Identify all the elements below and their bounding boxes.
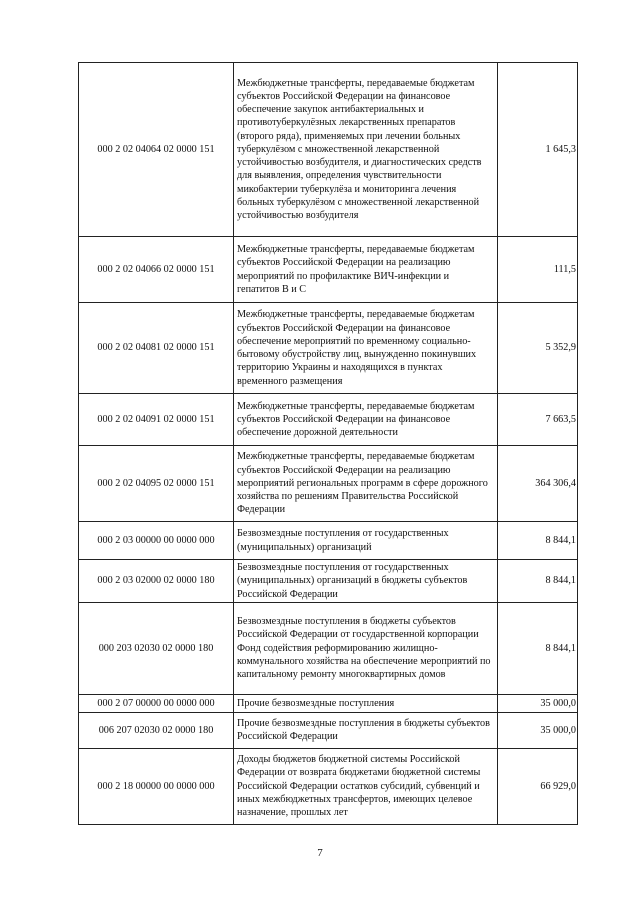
- budget-code: 000 2 07 00000 00 0000 000: [79, 694, 234, 712]
- amount: 111,5: [498, 237, 578, 303]
- table-row: [79, 748, 578, 824]
- table-row: [79, 303, 578, 394]
- amount: 8 844,1: [498, 560, 578, 603]
- revenue-table: [78, 62, 578, 825]
- budget-code: 000 2 18 00000 00 0000 000: [79, 748, 234, 824]
- budget-code: 000 2 02 04081 02 0000 151: [79, 303, 234, 394]
- revenue-name: Безвозмездные поступления в бюджеты субъектов Российской Федерации от государственной корпорации Фонд содействия реформированию жилищно-коммунального хозяйства на обеспечение мероприятий по капитальному ремонту многоквартирных домов: [234, 602, 498, 694]
- budget-code: 006 207 02030 02 0000 180: [79, 712, 234, 748]
- table-row: [79, 237, 578, 303]
- revenue-name: Межбюджетные трансферты, передаваемые бюджетам субъектов Российской Федерации на реализацию мероприятий по профилактике ВИЧ-инфекции и гепатитов В и С: [234, 237, 498, 303]
- budget-code: 000 2 03 02000 02 0000 180: [79, 560, 234, 603]
- revenue-name: Безвозмездные поступления от государственных (муниципальных) организаций: [234, 522, 498, 560]
- revenue-name: Доходы бюджетов бюджетной системы Российской Федерации от возврата бюджетами бюджетной системы Российской Федерации остатков субсидий, субвенций и иных межбюджетных трансфертов, имеющих целевое назначение, прошлых лет: [234, 748, 498, 824]
- revenue-name: Межбюджетные трансферты, передаваемые бюджетам субъектов Российской Федерации на финансовое обеспечение дорожной деятельности: [234, 394, 498, 446]
- table-row: [79, 446, 578, 522]
- table-row: [79, 712, 578, 748]
- amount: 35 000,0: [498, 712, 578, 748]
- amount: 5 352,9: [498, 303, 578, 394]
- amount: 66 929,0: [498, 748, 578, 824]
- amount: 7 663,5: [498, 394, 578, 446]
- budget-code: 000 2 03 00000 00 0000 000: [79, 522, 234, 560]
- amount: 8 844,1: [498, 602, 578, 694]
- amount: 8 844,1: [498, 522, 578, 560]
- table-row: [79, 522, 578, 560]
- table-row: [79, 560, 578, 603]
- amount: 364 306,4: [498, 446, 578, 522]
- table-row: [79, 394, 578, 446]
- budget-code: 000 2 02 04064 02 0000 151: [79, 63, 234, 237]
- amount: 35 000,0: [498, 694, 578, 712]
- budget-code: 000 203 02030 02 0000 180: [79, 602, 234, 694]
- revenue-name: Межбюджетные трансферты, передаваемые бюджетам субъектов Российской Федерации на реализацию мероприятий региональных программ в сфере дорожного хозяйства по решениям Правительства Российской Федерации: [234, 446, 498, 522]
- table-row: [79, 602, 578, 694]
- budget-code: 000 2 02 04091 02 0000 151: [79, 394, 234, 446]
- revenue-name: Межбюджетные трансферты, передаваемые бюджетам субъектов Российской Федерации на финансовое обеспечение мероприятий по временному социально-бытовому обустройству лиц, вынужденно покинувших территорию Украины и находящихся в пунктах временного размещения: [234, 303, 498, 394]
- budget-code: 000 2 02 04066 02 0000 151: [79, 237, 234, 303]
- revenue-name: Прочие безвозмездные поступления в бюджеты субъектов Российской Федерации: [234, 712, 498, 748]
- budget-code: 000 2 02 04095 02 0000 151: [79, 446, 234, 522]
- table-row: [79, 694, 578, 712]
- revenue-name: Межбюджетные трансферты, передаваемые бюджетам субъектов Российской Федерации на финансовое обеспечение закупок антибактериальных и противотуберкулёзных лекарственных препаратов (второго ряда), применяемых при лечении больных туберкулёзом с множественной лекарственной устойчивостью возбудителя, и диагностических средств для выявления, определения чувствительности микобактерии туберкулёза и мониторинга лечения больных туберкулёзом с множественной лекарственной устойчивостью возбудителя: [234, 63, 498, 237]
- revenue-name: Безвозмездные поступления от государственных (муниципальных) организаций в бюджеты субъектов Российской Федерации: [234, 560, 498, 603]
- revenue-name: Прочие безвозмездные поступления: [234, 694, 498, 712]
- table-row: [79, 63, 578, 237]
- amount: 1 645,3: [498, 63, 578, 237]
- page-number: 7: [317, 847, 323, 859]
